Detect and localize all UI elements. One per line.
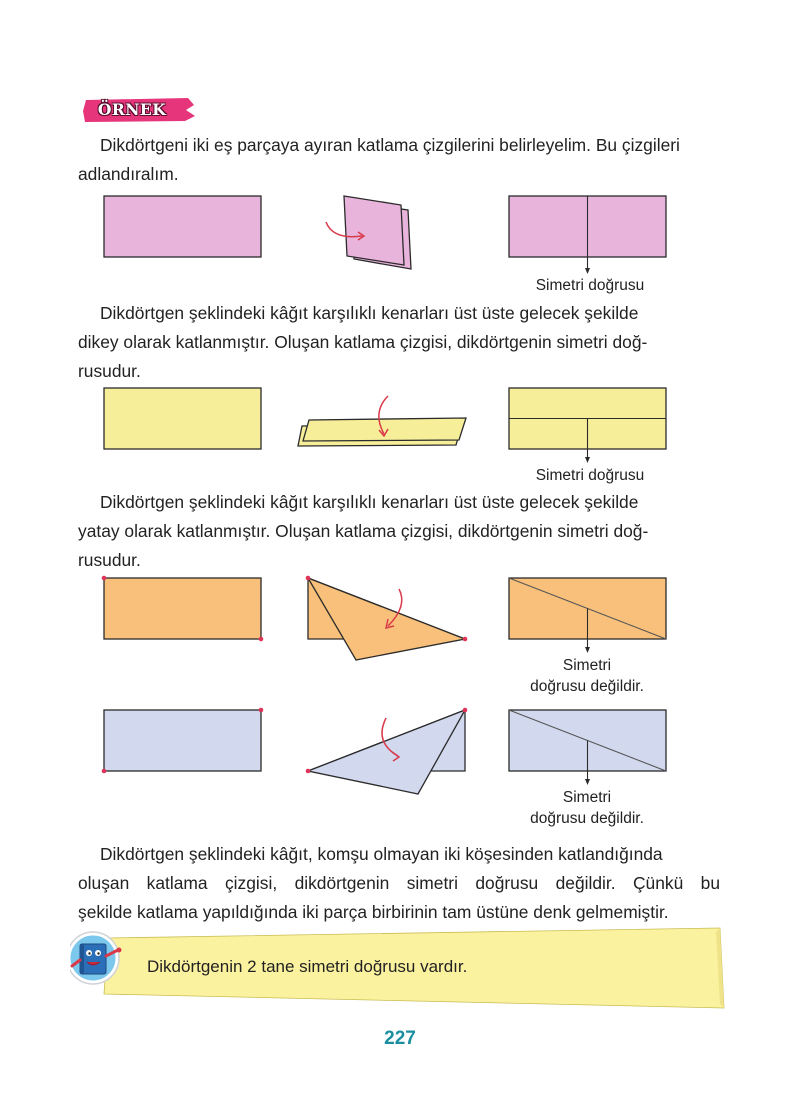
caption-row4 (505, 787, 669, 829)
caption-row1: Simetri doğrusu (535, 277, 645, 294)
orange-rectangle (104, 578, 261, 639)
paragraph-vertical-fold (78, 299, 720, 386)
vertical-line-1: Dikdörtgen şeklindeki kâğıt karşılıklı kenarları üst üste gelecek şekilde (100, 303, 639, 323)
corner-dot (259, 708, 264, 713)
diagonal-line-3: şekilde katlama yapıldığında iki parça birbirinin tam üstüne denk gelmemiştir. (78, 902, 669, 922)
horizontal-line-1: Dikdörtgen şeklindeki kâğıt karşılıklı kenarları üst üste gelecek şekilde (100, 492, 639, 512)
intro-line-1: Dikdörtgeni iki eş parçaya ayıran katlama çizgilerini belirleyelim. Bu çizgileri (100, 135, 680, 155)
corner-dot (463, 637, 468, 642)
row3-figures (0, 570, 800, 670)
diagonal-line-2: oluşan katlama çizgisi, dikdörtgenin simetri doğrusu değildir. Çünkü bu (78, 873, 720, 893)
corner-dot (259, 637, 264, 642)
row2-figures (0, 380, 800, 470)
caption-row3-line2: doğrusu değildir. (530, 678, 644, 695)
horizontal-line-3: rusudur. (78, 550, 141, 570)
yellow-folded-paper (298, 418, 466, 446)
paragraph-diagonal-fold (78, 840, 720, 927)
orange-folded-paper (308, 578, 465, 660)
horizontal-line-2: yatay olarak katlanmıştır. Oluşan katlama çizgisi, dikdörtgenin simetri doğ- (78, 521, 649, 541)
caption-row2: Simetri doğrusu (535, 467, 645, 484)
caption-row3 (505, 655, 669, 697)
pink-rectangle (104, 196, 261, 257)
caption-row4-line1: Simetri (562, 789, 612, 806)
corner-dot (306, 769, 311, 774)
corner-dot (102, 576, 107, 581)
note-text: Dikdörtgenin 2 tane simetri doğrusu vardır. (147, 957, 468, 976)
vertical-line-3: rusudur. (78, 361, 141, 381)
pink-folded-paper (344, 196, 411, 269)
corner-dot (306, 576, 311, 581)
blue-folded-paper (308, 710, 465, 794)
diagonal-line-1: Dikdörtgen şeklindeki kâğıt, komşu olmayan iki köşesinden katlandığında (100, 844, 663, 864)
row1-figures (0, 185, 800, 275)
yellow-rectangle (104, 388, 261, 449)
blue-rectangle (104, 710, 261, 771)
caption-row4-line2: doğrusu değildir. (530, 810, 644, 827)
corner-dot (463, 708, 468, 713)
badge-label: ÖRNEK (97, 100, 167, 119)
row4-figures (0, 700, 800, 800)
ornek-badge (82, 97, 196, 123)
page-number: 227 (384, 1028, 416, 1049)
paragraph-horizontal-fold (78, 488, 720, 575)
intro-line-2: adlandıralım. (78, 164, 179, 184)
caption-row3-line1: Simetri (562, 657, 612, 674)
vertical-line-2: dikey olarak katlanmıştır. Oluşan katlama çizgisi, dikdörtgenin simetri doğ- (78, 332, 648, 352)
intro-paragraph (78, 131, 720, 189)
corner-dot (102, 769, 107, 774)
